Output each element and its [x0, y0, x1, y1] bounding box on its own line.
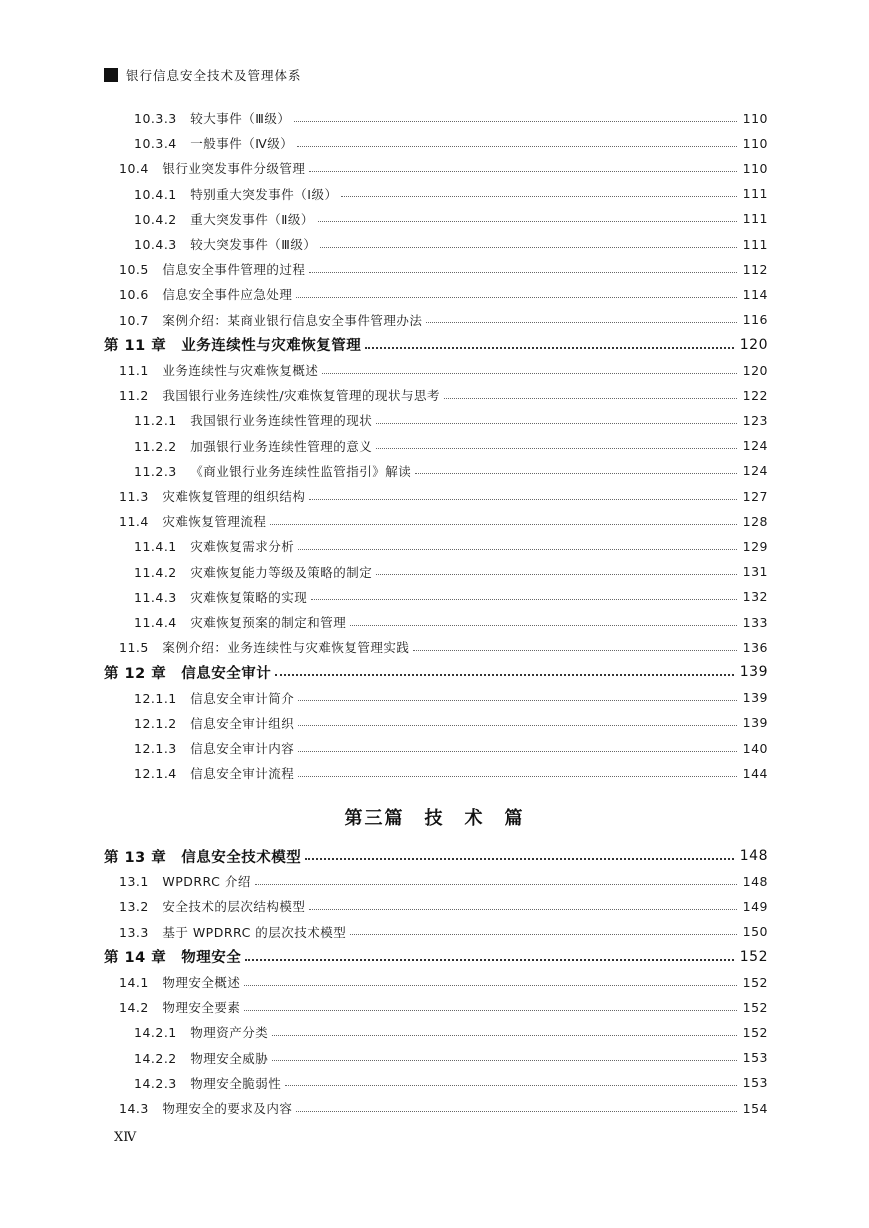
toc-entry-page: 116 [742, 312, 768, 328]
toc-entry-number: 10.4.3 [134, 237, 177, 252]
toc-entry [104, 358, 768, 382]
toc-entry-page: 122 [742, 387, 768, 403]
toc-entry-title: 业务连续性与灾难恢复概述 [162, 363, 319, 378]
toc-entry-label [104, 689, 294, 707]
toc-entry-number: 14.2.3 [134, 1075, 177, 1091]
toc-entry-label [104, 998, 240, 1016]
toc-entry-page: 148 [742, 873, 768, 889]
toc-entry [104, 282, 768, 306]
dot-leader [415, 473, 736, 474]
toc-entry [104, 232, 768, 256]
dot-leader [298, 700, 736, 701]
header-square-icon [104, 68, 118, 82]
toc-entry-label [104, 260, 305, 278]
toc-entry [104, 459, 768, 483]
toc-entry-title: 较大突发事件（Ⅲ级） [190, 237, 317, 252]
dot-leader [341, 196, 736, 197]
toc-entry [104, 383, 768, 407]
toc-entry-label [104, 946, 241, 967]
toc-entry [104, 1096, 768, 1120]
toc-entry-number: 11.2 [119, 388, 149, 404]
part-heading: 第三篇 技 术 篇 [344, 808, 525, 829]
toc-entry-label [104, 210, 314, 228]
toc-entry [104, 1071, 768, 1095]
dot-leader [322, 373, 736, 374]
dot-leader [285, 1085, 736, 1086]
toc-entry-label [104, 386, 440, 404]
toc-entry [104, 207, 768, 231]
toc-entry [104, 869, 768, 893]
dot-leader [298, 725, 736, 726]
page-number: ⅩⅣ [114, 1130, 137, 1145]
toc-entry-number: 13.1 [119, 874, 149, 890]
toc-entry-page: 149 [742, 898, 768, 914]
toc-entry [104, 1020, 768, 1044]
running-header-title: 银行信息安全技术及管理体系 [126, 68, 302, 83]
toc-entry [104, 484, 768, 508]
toc-entry-number: 12.1.3 [134, 741, 177, 756]
toc-entry-number: 12.1.1 [134, 690, 177, 706]
toc-entry-number: 10.7 [119, 312, 149, 328]
toc-entry-title: 一般事件（Ⅳ级） [190, 136, 294, 152]
toc-entry-label [104, 109, 290, 127]
dot-leader [294, 121, 736, 122]
toc-entry-title: 案例介绍：某商业银行信息安全事件管理办法 [162, 312, 423, 328]
toc-entry-title: 特别重大突发事件（Ⅰ级） [190, 186, 338, 202]
toc-entry-title: 灾难恢复需求分析 [190, 539, 295, 555]
dot-leader [350, 625, 736, 626]
toc-entry-page: 152 [742, 999, 768, 1015]
dot-leader [309, 272, 736, 273]
toc-entry-title: 灾难恢复管理流程 [162, 514, 267, 530]
toc-entry-number: 11.3 [119, 489, 149, 504]
toc-entry-number: 11.1 [119, 363, 149, 378]
toc-entry-number: 11.4.3 [134, 589, 177, 605]
dot-leader [255, 884, 737, 885]
toc-entry-number: 11.4.4 [134, 615, 177, 630]
toc-entry-number: 10.4.1 [134, 186, 177, 202]
toc-entry-number: 14.2.2 [134, 1050, 177, 1066]
toc-entry-label [104, 1074, 281, 1092]
toc-entry-page: 112 [742, 261, 768, 277]
dot-leader [297, 146, 736, 147]
dot-leader [376, 574, 736, 575]
toc-entry [104, 761, 768, 785]
toc-entry [104, 534, 768, 558]
toc-entry-label [104, 512, 266, 530]
toc-entry-title: 信息安全审计内容 [190, 741, 295, 756]
dot-leader [305, 858, 733, 860]
dot-leader [365, 347, 733, 349]
toc-entry-label [104, 897, 305, 915]
toc-entry-number: 11.2.2 [134, 438, 177, 454]
toc-entry-label [104, 185, 337, 203]
toc-entry-number: 14.2.1 [134, 1025, 177, 1041]
toc-entry-title: 信息安全审计流程 [190, 766, 295, 782]
toc-entry [104, 509, 768, 533]
toc-entry [104, 894, 768, 918]
toc-entry-title: 灾难恢复管理的组织结构 [162, 489, 306, 504]
toc-chapter-entry [104, 333, 768, 357]
toc-entry [104, 308, 768, 332]
toc-entry-label [104, 638, 409, 656]
toc-entry-label [104, 923, 346, 941]
toc-entry-page: 154 [742, 1100, 768, 1116]
toc-entry-number: 11.2.1 [134, 413, 177, 429]
toc-entry-page: 120 [742, 362, 768, 378]
toc-entry-number: 10.6 [119, 287, 149, 303]
toc-entry-page: 150 [742, 924, 768, 940]
toc-entry-page: 124 [742, 463, 768, 479]
toc-entry-title: 灾难恢复能力等级及策略的制定 [190, 564, 373, 580]
toc-entry-label [104, 764, 294, 782]
toc-entry [104, 131, 768, 155]
toc-entry-number: 第 14 章 [104, 950, 167, 967]
toc-chapter-entry [104, 844, 768, 868]
toc-entry-label [104, 662, 271, 683]
toc-entry-number: 11.2.3 [134, 463, 177, 479]
toc-entry-number: 11.4.1 [134, 539, 177, 555]
toc-entry-label [104, 537, 294, 555]
dot-leader [298, 776, 736, 777]
toc-entry-page: 120 [739, 336, 768, 353]
toc-entry-number: 14.2 [119, 1000, 149, 1016]
toc-entry-label [104, 973, 240, 991]
toc-entry-title: 信息安全审计简介 [190, 690, 295, 706]
toc-entry-page: 136 [742, 639, 768, 655]
toc-entry-number: 10.4.2 [134, 211, 177, 227]
toc-entry [104, 686, 768, 710]
toc-entry-label [104, 159, 305, 177]
toc-entry-label [104, 1099, 292, 1117]
toc-entry-page: 148 [739, 848, 768, 864]
toc-entry-page: 124 [742, 438, 768, 454]
toc-entry-label [104, 872, 251, 890]
toc-entry-label [104, 1023, 268, 1041]
toc-entry-page: 152 [739, 948, 768, 965]
toc-entry-title: 《商业银行业务连续性监管指引》解读 [190, 463, 412, 479]
dot-leader [298, 549, 736, 550]
toc-entry-title: 我国银行业务连续性/灾难恢复管理的现状与思考 [162, 388, 441, 404]
toc-entry-label [104, 739, 294, 757]
toc-entry-title: 信息安全审计组织 [190, 715, 295, 731]
toc-entry-page: 132 [742, 589, 768, 605]
dot-leader [376, 423, 736, 424]
toc-entry-label [104, 1049, 268, 1067]
toc-entry-label [104, 714, 294, 732]
toc-entry-label [104, 487, 305, 505]
toc-entry [104, 585, 768, 609]
toc-entry-title: 加强银行业务连续性管理的意义 [190, 438, 373, 454]
toc-entry-title: 信息安全审计 [181, 665, 272, 682]
toc-entry [104, 995, 768, 1019]
toc-entry-page: 153 [742, 1075, 768, 1091]
dot-leader [270, 524, 736, 525]
toc-entry-title: 物理安全概述 [162, 975, 241, 990]
toc-entry-label [104, 588, 307, 606]
toc-entry-title: 安全技术的层次结构模型 [162, 899, 306, 915]
toc-entry-title: 案例介绍：业务连续性与灾难恢复管理实践 [162, 640, 410, 656]
toc-entry-page: 140 [742, 740, 768, 756]
toc-entry-number: 10.3.3 [134, 111, 177, 126]
toc-entry-title: 业务连续性与灾难恢复管理 [181, 338, 362, 355]
toc-entry-page: 139 [742, 715, 768, 731]
toc-entry-page: 111 [742, 236, 768, 252]
dot-leader [272, 1060, 736, 1061]
toc-entry [104, 970, 768, 994]
toc-entry [104, 711, 768, 735]
dot-leader [444, 398, 737, 399]
dot-leader [298, 751, 736, 752]
toc-entry-label [104, 334, 361, 355]
toc-entry [104, 920, 768, 944]
toc-entry-number: 14.1 [119, 975, 149, 990]
toc-entry-page: 110 [742, 110, 768, 126]
toc-entry-page: 144 [742, 765, 768, 781]
dot-leader [296, 297, 736, 298]
dot-leader [275, 674, 733, 676]
toc-entry [104, 1046, 768, 1070]
toc-entry [104, 106, 768, 130]
toc-entry-title: 信息安全技术模型 [181, 849, 302, 866]
toc-entry-number: 10.5 [119, 262, 149, 278]
dot-leader [245, 959, 733, 961]
toc-entry-label [104, 285, 292, 303]
toc-entry-title: 物理安全 [181, 950, 242, 967]
dot-leader [413, 650, 736, 651]
dot-leader [426, 322, 736, 323]
toc-entry-title: 物理安全要素 [162, 1000, 241, 1016]
dot-leader [296, 1111, 736, 1112]
toc-entry [104, 408, 768, 432]
toc-entry-page: 133 [742, 614, 768, 630]
dot-leader [350, 934, 736, 935]
toc-entry [104, 635, 768, 659]
dot-leader [309, 909, 736, 910]
toc-entry-page: 139 [739, 664, 768, 681]
toc-entry-number: 13.3 [119, 924, 149, 940]
toc-entry-label [104, 235, 316, 253]
toc-entry-label [104, 437, 372, 455]
toc-entry-title: 我国银行业务连续性管理的现状 [190, 413, 373, 429]
toc-entry-label [104, 411, 372, 429]
toc-entry-page: 111 [742, 186, 768, 202]
toc-entry-number: 13.2 [119, 899, 149, 915]
toc-entry-number: 10.3.4 [134, 136, 177, 152]
toc-entry-page: 152 [742, 974, 768, 990]
toc-entry-title: 信息安全事件管理的过程 [162, 262, 306, 278]
toc-entry-title: 物理安全的要求及内容 [162, 1101, 293, 1116]
toc-entry-number: 12.1.2 [134, 715, 177, 731]
toc-entry-title: 物理安全威胁 [190, 1050, 269, 1066]
toc-entry [104, 610, 768, 634]
toc-entry-page: 123 [742, 412, 768, 428]
toc-entry-page: 111 [742, 211, 768, 227]
toc-entry-page: 127 [742, 488, 768, 504]
toc-entry-number: 14.3 [119, 1101, 149, 1116]
toc-entry-title: WPDRRC 介绍 [162, 874, 251, 890]
toc-entry-label [104, 311, 422, 329]
dot-leader [244, 1010, 736, 1011]
toc-entry-number: 11.5 [119, 640, 149, 656]
toc-entry-title: 基于 WPDRRC 的层次技术模型 [162, 924, 347, 940]
toc-entry-title: 物理资产分类 [190, 1025, 269, 1041]
toc-entry-page: 139 [742, 690, 768, 706]
toc-entry-number: 第 12 章 [104, 665, 167, 682]
toc-entry-label [104, 462, 411, 480]
toc-entry-page: 128 [742, 513, 768, 529]
dot-leader [309, 499, 736, 500]
toc-entry [104, 182, 768, 206]
toc-entry-label [104, 846, 301, 867]
toc-entry-title: 信息安全事件应急处理 [162, 287, 293, 303]
toc-entry-number: 11.4 [119, 514, 149, 530]
toc-entry-title: 银行业突发事件分级管理 [162, 161, 306, 177]
toc-entry-title: 较大事件（Ⅲ级） [190, 111, 291, 126]
toc-entry-page: 131 [742, 564, 768, 580]
toc-entry-label [104, 134, 293, 152]
toc-entry [104, 736, 768, 760]
toc-entry-label [104, 361, 318, 379]
toc-entry-title: 重大突发事件（Ⅱ级） [190, 211, 314, 227]
toc-entry-number: 第 13 章 [104, 849, 167, 866]
toc-entry-title: 灾难恢复策略的实现 [190, 589, 308, 605]
dot-leader [311, 599, 736, 600]
dot-leader [318, 221, 737, 222]
toc-entry-number: 10.4 [119, 161, 149, 177]
toc-entry-label [104, 613, 346, 631]
dot-leader [376, 448, 736, 449]
toc-entry [104, 257, 768, 281]
toc-entry-number: 第 11 章 [104, 338, 167, 355]
toc-chapter-entry [104, 945, 768, 969]
toc-entry-number: 12.1.4 [134, 766, 177, 782]
toc-entry-number: 11.4.2 [134, 564, 177, 580]
toc-entry-page: 110 [742, 135, 768, 151]
dot-leader [244, 985, 736, 986]
toc-entry-page: 129 [742, 538, 768, 554]
running-header [104, 66, 302, 84]
toc-entry-page: 153 [742, 1050, 768, 1066]
toc-entry-title: 物理安全脆弱性 [190, 1075, 282, 1091]
dot-leader [272, 1035, 736, 1036]
toc-chapter-entry [104, 660, 768, 684]
toc-entry [104, 434, 768, 458]
toc-entry [104, 560, 768, 584]
toc-entry-page: 114 [742, 286, 768, 302]
toc-entry-page: 152 [742, 1024, 768, 1040]
toc-entry-title: 灾难恢复预案的制定和管理 [190, 615, 347, 630]
toc-entry-page: 110 [742, 160, 768, 176]
dot-leader [309, 171, 736, 172]
toc-entry [104, 156, 768, 180]
dot-leader [320, 247, 736, 248]
toc-entry-label [104, 563, 372, 581]
